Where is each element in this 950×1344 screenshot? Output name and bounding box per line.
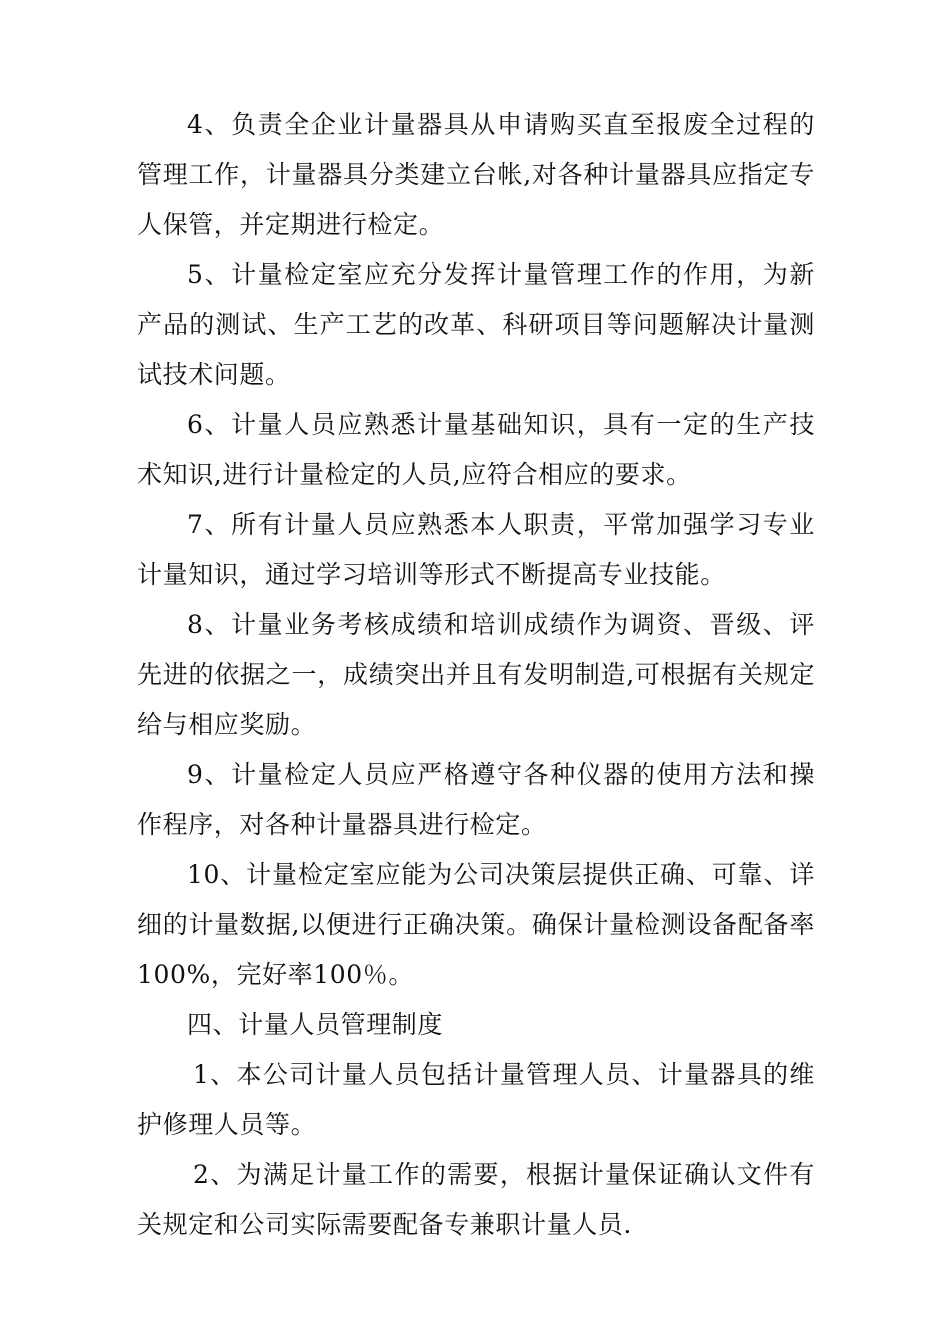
paragraph-item-7: 7、所有计量人员应熟悉本人职责，平常加强学习专业计量知识，通过学习培训等形式不断提高专业技能。 [137, 510, 815, 589]
paragraph-item-4: 4、负责全企业计量器具从申请购买直至报废全过程的管理工作，计量器具分类建立台帐,对各种计量器具应指定专人保管，并定期进行检定。 [137, 110, 815, 239]
paragraph-item-10: 10、计量检定室应能为公司决策层提供正确、可靠、详细的计量数据,以便进行正确决策。确保计量检测设备配备率100%，完好率100％。 [137, 860, 815, 989]
paragraph-item-5: 5、计量检定室应充分发挥计量管理工作的作用，为新产品的测试、生产工艺的改革、科研项目等问题解决计量测试技术问题。 [137, 260, 815, 389]
paragraph-item-8: 8、计量业务考核成绩和培训成绩作为调资、晋级、评先进的依据之一，成绩突出并且有发明制造,可根据有关规定给与相应奖励。 [137, 610, 815, 739]
paragraph-item-9: 9、计量检定人员应严格遵守各种仪器的使用方法和操作程序，对各种计量器具进行检定。 [137, 760, 815, 839]
document-body [137, 100, 815, 1250]
paragraph-personnel-1: 1、本公司计量人员包括计量管理人员、计量器具的维护修理人员等。 [137, 1060, 815, 1139]
paragraph-item-6: 6、计量人员应熟悉计量基础知识，具有一定的生产技术知识,进行计量检定的人员,应符合相应的要求。 [137, 410, 815, 489]
paragraph-personnel-2: 2、为满足计量工作的需要，根据计量保证确认文件有关规定和公司实际需要配备专兼职计量人员. [137, 1160, 815, 1239]
section-heading-personnel-management: 四、计量人员管理制度 [187, 1010, 444, 1039]
